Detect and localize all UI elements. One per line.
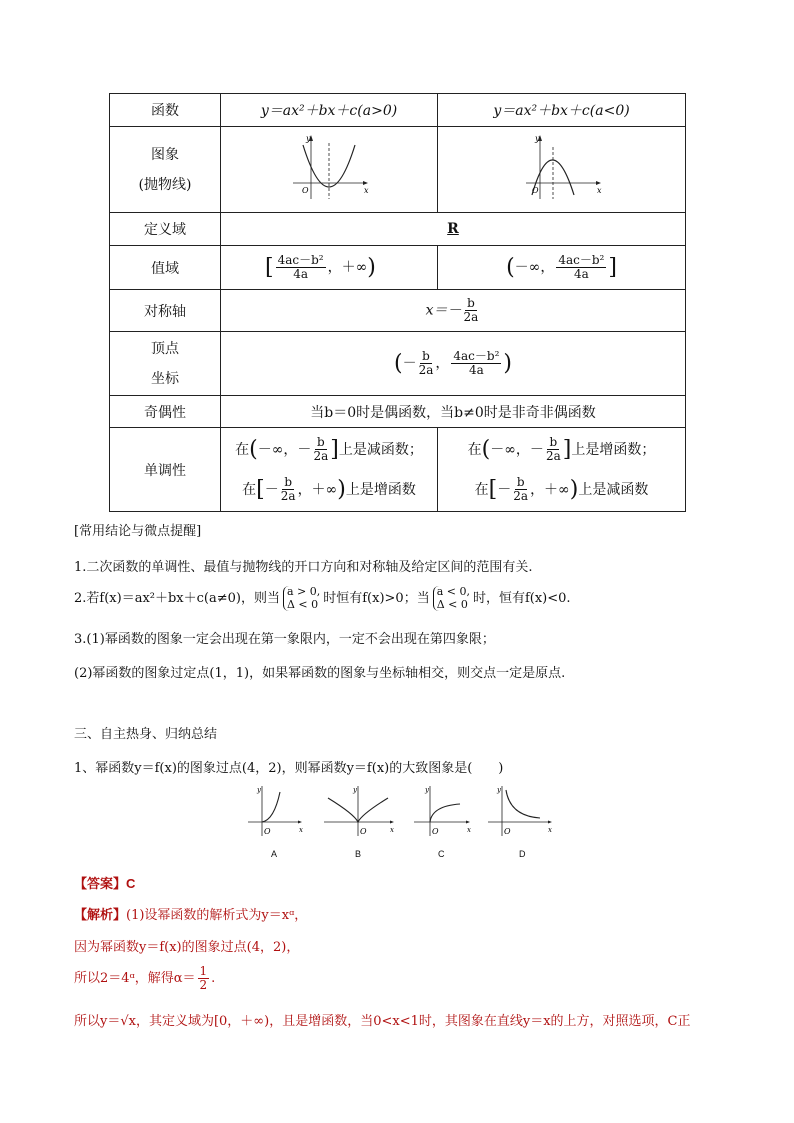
frac-den: 2a	[418, 363, 434, 377]
frac-den: 2a	[313, 449, 329, 463]
option-label-a: A	[271, 849, 278, 859]
vertex-label-2: 坐标	[151, 370, 179, 387]
svg-text:x: x	[467, 826, 471, 834]
answer-label: 【答案】C	[74, 876, 136, 891]
svg-text:O: O	[432, 827, 439, 836]
axis-x-label: x	[364, 185, 369, 195]
svg-text:x: x	[548, 826, 552, 834]
mono-text: －∞，－	[257, 441, 312, 458]
range-pos-suffix: ，＋∞	[327, 259, 368, 276]
axis-y-label: y	[534, 133, 540, 143]
row-label: 定义域	[110, 213, 221, 246]
analysis-line-1	[74, 904, 307, 923]
frac-den: 2a	[280, 489, 296, 503]
analysis-line-2: 因为幂函数y＝f(x)的图象过点(4，2)，	[74, 940, 300, 955]
table-row	[110, 213, 686, 246]
frac-num: b	[516, 474, 525, 489]
mono-text: 在	[242, 481, 257, 498]
note-item-3: 3.(1)幂函数的图象一定会出现在第一象限内，一定不会出现在第四象限；	[74, 632, 495, 647]
graph-label-1: 图象	[151, 146, 179, 163]
brace-line: Δ < 0	[286, 597, 319, 611]
analysis-text: .	[211, 971, 216, 986]
frac-den: 4a	[469, 363, 484, 377]
frac-num: 4ac－b²	[277, 252, 324, 267]
graph-positive-cell	[221, 127, 438, 213]
option-label-b: B	[355, 849, 362, 859]
svg-text:y: y	[497, 786, 501, 794]
mono-text: 上是减函数	[578, 481, 649, 498]
header-negative: y＝ax²＋bx＋c(a<0)	[438, 94, 686, 127]
svg-text:O: O	[504, 827, 511, 836]
graph-label-2: (抛物线)	[138, 176, 192, 193]
option-label-c: C	[438, 849, 445, 859]
axis-y-label: y	[306, 133, 311, 143]
svg-text:O: O	[264, 827, 271, 836]
range-negative: (－∞， $\frac{\text{4ac－b²}}{4a}$ ]	[438, 246, 686, 290]
parity-value: 当b＝0时是偶函数，当b≠0时是非奇非偶函数	[221, 396, 686, 428]
svg-text:O: O	[360, 827, 367, 836]
mono-text: ，＋∞	[297, 481, 338, 498]
condition-brace	[283, 586, 320, 611]
frac-num: 4ac－b²	[453, 348, 500, 363]
note-item-4: (2)幂函数的图象过定点(1，1)，如果幂函数的图象与坐标轴相交，则交点一定是原点.	[74, 666, 566, 681]
svg-text:x: x	[299, 826, 303, 834]
header-positive: y＝ax²＋bx＋c(a>0)	[221, 94, 438, 127]
row-label: 值域	[110, 246, 221, 290]
mono-text: 上是减函数；	[338, 441, 423, 458]
svg-text:x: x	[390, 826, 394, 834]
mono-text: 在	[467, 441, 482, 458]
range-positive: [ $\frac{\text{4ac－b²}}{4a}$ ，＋∞)	[221, 246, 438, 290]
table-row	[110, 94, 686, 127]
mono-text: ，＋∞	[530, 481, 570, 498]
note-item-2	[74, 584, 571, 614]
section-title: 三、自主热身、归纳总结	[74, 727, 218, 742]
vertex-label-1: 顶点	[151, 340, 179, 357]
mono-text: 在	[474, 481, 489, 498]
origin-label: O	[302, 185, 309, 195]
question-text: 1、幂函数y＝f(x)的图象过点(4，2)，则幂函数y＝f(x)的大致图象是( )	[74, 761, 504, 776]
graph-negative-cell	[438, 127, 686, 213]
svg-text:y: y	[257, 786, 261, 794]
mono-neg-line-1: 在(－∞，－ $\frac{b}{2a}$ ]上是增函数；	[467, 434, 656, 463]
parabola-up-graph	[289, 133, 369, 203]
svg-text:y: y	[425, 786, 429, 794]
mono-text: －	[497, 481, 512, 498]
frac-num: b	[549, 434, 558, 449]
brace-line: a > 0,	[286, 584, 321, 598]
option-graphs	[244, 784, 556, 840]
frac-den: 2a	[545, 449, 561, 463]
frac-num: b	[467, 295, 475, 310]
option-label-d: D	[519, 849, 526, 859]
frac-den: 4a	[573, 267, 589, 281]
frac-den: 2a	[463, 310, 479, 324]
mono-text: 上是增函数；	[571, 441, 656, 458]
analysis-line-3	[74, 964, 215, 994]
parabola-down-graph	[522, 133, 602, 203]
row-label: 函数	[110, 94, 221, 127]
mono-positive	[221, 428, 438, 512]
frac-num: b	[284, 474, 292, 489]
mono-text: －	[264, 481, 279, 498]
mono-text: 在	[235, 441, 250, 458]
domain-value: R	[221, 213, 686, 246]
table-row	[110, 332, 686, 396]
frac-num: b	[422, 348, 430, 363]
mono-pos-line-1: 在(－∞，－ $\frac{b}{2a}$ ]上是减函数；	[235, 434, 423, 463]
row-label: 奇偶性	[110, 396, 221, 428]
notes-heading: [常用结论与微点提醒]	[74, 524, 202, 539]
mono-neg-line-2: 在[－ $\frac{b}{2a}$ ，＋∞)上是减函数	[474, 474, 649, 503]
vertex-value: (－ $\frac{b}{2a}$ ， $\frac{\text{4ac－b²}}{4a}$ )	[221, 332, 686, 396]
origin-label: O	[531, 185, 539, 195]
note-text: 2.若f(x)＝ax²＋bx＋c(a≠0)，则当	[74, 591, 280, 606]
mono-text: 上是增函数	[345, 481, 416, 498]
note-text: 时恒有f(x)>0；当	[323, 591, 430, 606]
table-row	[110, 290, 686, 332]
row-label: 对称轴	[110, 290, 221, 332]
note-text: 时，恒有f(x)<0.	[472, 591, 571, 606]
frac-den: 4a	[293, 267, 308, 281]
brace-line: Δ < 0	[436, 597, 468, 611]
condition-brace	[433, 586, 470, 611]
axis-prefix: x＝－	[425, 302, 462, 319]
option-d-graph	[488, 786, 552, 836]
option-a-graph	[248, 786, 303, 836]
axis-value	[221, 290, 686, 332]
row-label	[110, 127, 221, 213]
row-label: 单调性	[110, 428, 221, 512]
note-item-1: 1.二次函数的单调性、最值与抛物线的开口方向和对称轴及给定区间的范围有关.	[74, 560, 533, 575]
analysis-line-4: 所以y＝√x，其定义域为[0，＋∞)，且是增函数，当0<x<1时，其图象在直线y＝x的上方，对照选项，C正	[74, 1014, 691, 1029]
mono-negative	[438, 428, 686, 512]
analysis-text: (1)设幂函数的解析式为y＝xᵅ，	[126, 908, 308, 923]
table-row	[110, 428, 686, 512]
frac-den: 2a	[513, 489, 529, 503]
table-row	[110, 127, 686, 213]
frac-num: 1	[199, 963, 208, 978]
svg-text:y: y	[353, 786, 357, 794]
analysis-label: 【解析】	[74, 907, 127, 922]
option-c-graph	[414, 786, 471, 836]
quadratic-properties-table	[109, 93, 686, 512]
option-b-graph	[324, 786, 394, 836]
table-row	[110, 246, 686, 290]
frac-num: b	[316, 434, 325, 449]
mono-pos-line-2: 在[－ $\frac{b}{2a}$ ，＋∞)上是增函数	[242, 474, 416, 503]
mono-text: －∞，－	[490, 441, 544, 458]
row-label	[110, 332, 221, 396]
frac-den: 2	[199, 978, 208, 992]
analysis-text: 所以2＝4ᵅ，解得α＝	[74, 971, 196, 986]
brace-line: a < 0,	[436, 584, 470, 598]
table-row	[110, 396, 686, 428]
frac-num: 4ac－b²	[558, 252, 605, 267]
range-neg-prefix: －∞，	[514, 259, 555, 276]
axis-x-label: x	[596, 185, 602, 195]
